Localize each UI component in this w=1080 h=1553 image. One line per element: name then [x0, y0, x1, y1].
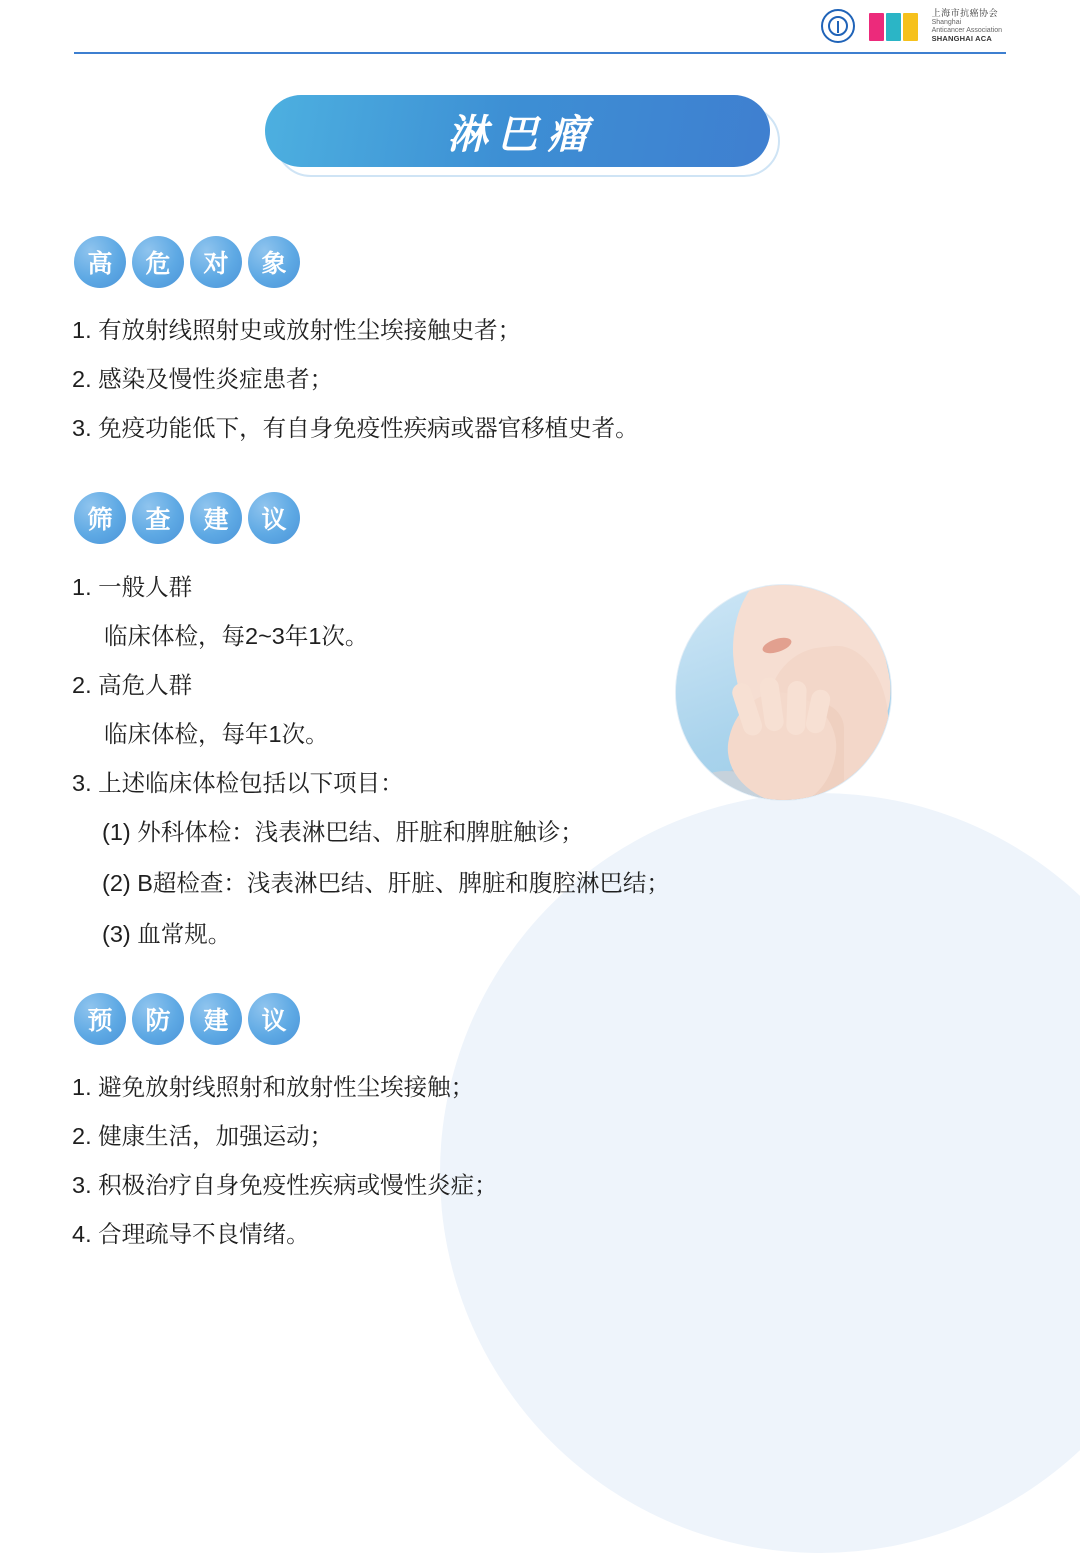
list-item-text: 临床体检，每年1次。: [104, 721, 329, 747]
org-name-en-2: Anticancer Association: [931, 26, 1002, 34]
list-item: [72, 1124, 333, 1150]
org-name-cn: 上海市抗癌协会: [931, 8, 999, 19]
heading-char: 对: [190, 236, 242, 288]
heading-char: 象: [248, 236, 300, 288]
heading-char: 查: [132, 492, 184, 544]
list-item-text: 1. 一般人群: [72, 574, 193, 600]
list-item: [72, 722, 329, 748]
list-item: [72, 416, 639, 442]
heading-char: 议: [248, 993, 300, 1045]
logo-group: [821, 8, 1002, 43]
list-item-text: (2) B超检查：浅表淋巴结、肝脏、脾脏和腹腔淋巴结；: [102, 870, 670, 896]
title-banner: [265, 95, 770, 177]
heading-char: 高: [74, 236, 126, 288]
heading-char: 议: [248, 492, 300, 544]
list-item-text: 2. 感染及慢性炎症患者；: [72, 366, 334, 392]
page-header: [0, 0, 1080, 52]
list-item: [72, 820, 584, 846]
list-item-text: (3) 血常规。: [102, 921, 232, 947]
anticancer-seal-icon: [821, 9, 855, 43]
list-item-text: 4. 合理疏导不良情绪。: [72, 1221, 310, 1247]
page-title: 淋巴瘤: [447, 112, 598, 157]
list-item-text: 1. 避免放射线照射和放射性尘埃接触；: [72, 1074, 475, 1100]
list-item: [72, 367, 333, 393]
list-item: [72, 673, 192, 699]
section-heading-prevention: [74, 993, 300, 1045]
list-item: [72, 575, 192, 601]
list-item: [72, 1075, 474, 1101]
heading-char: 建: [190, 492, 242, 544]
organization-name: [932, 8, 1002, 43]
aca-logo-icon: [869, 11, 918, 41]
section-heading-high-risk: [74, 236, 300, 288]
heading-char: 预: [74, 993, 126, 1045]
heading-char: 危: [132, 236, 184, 288]
list-item-text: (1) 外科体检：浅表淋巴结、肝脏和脾脏触诊；: [102, 819, 584, 845]
list-item: [72, 1222, 310, 1248]
list-item: [72, 771, 404, 797]
org-name-en-1: Shanghai: [931, 18, 962, 26]
list-item: [72, 922, 231, 948]
list-item-text: 1. 有放射线照射史或放射性尘埃接触史者；: [72, 317, 522, 343]
neck-self-exam-photo: [676, 585, 891, 800]
list-item-text: 3. 免疫功能低下，有自身免疫性疾病或器官移植史者。: [72, 415, 639, 441]
heading-char: 建: [190, 993, 242, 1045]
list-item-text: 临床体检，每2~3年1次。: [104, 623, 369, 649]
list-item: [72, 318, 521, 344]
section-heading-screening: [74, 492, 300, 544]
list-item-text: 2. 高危人群: [72, 672, 193, 698]
org-name-en-3: SHANGHAI ACA: [931, 33, 993, 43]
heading-char: 筛: [74, 492, 126, 544]
header-divider: [74, 52, 1006, 54]
list-item-text: 3. 上述临床体检包括以下项目：: [72, 770, 404, 796]
list-item: [72, 1173, 498, 1199]
title-pill: [265, 95, 770, 167]
list-item: [72, 871, 670, 897]
list-item-text: 2. 健康生活，加强运动；: [72, 1123, 334, 1149]
heading-char: 防: [132, 993, 184, 1045]
list-item: [72, 624, 368, 650]
list-item-text: 3. 积极治疗自身免疫性疾病或慢性炎症；: [72, 1172, 498, 1198]
